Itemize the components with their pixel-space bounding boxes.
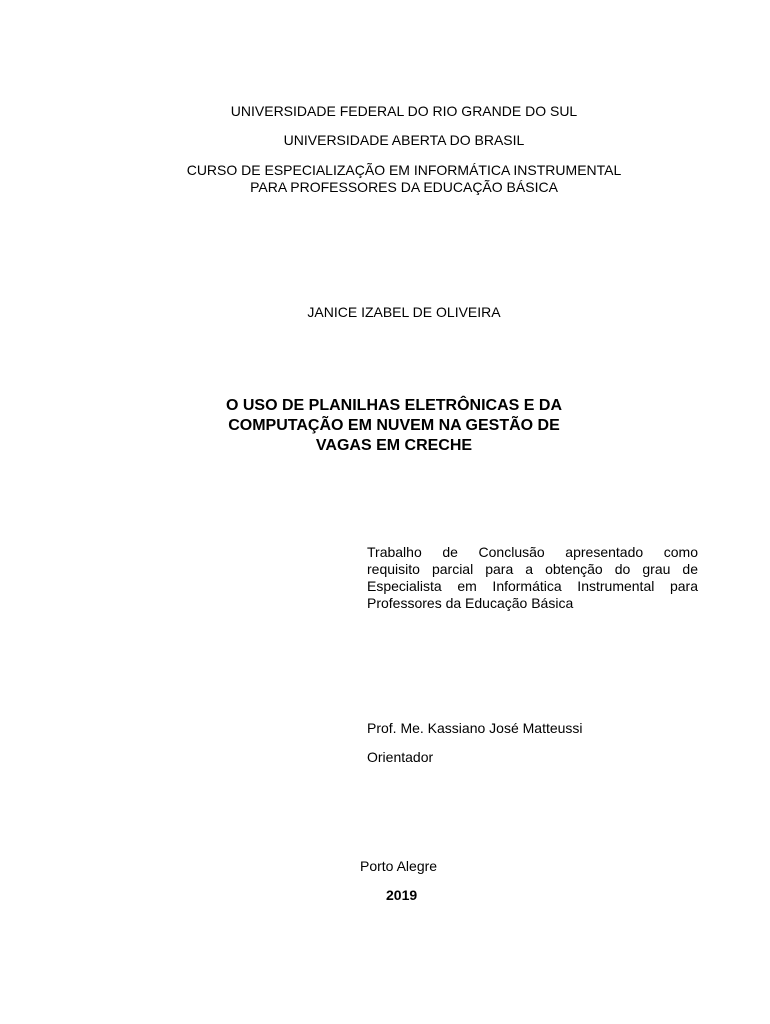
author-name: JANICE IZABEL DE OLIVEIRA <box>307 304 501 320</box>
thesis-title-line-3: VAGAS EM CRECHE <box>315 437 473 454</box>
year: 2019 <box>386 887 418 903</box>
city: Porto Alegre <box>360 858 438 874</box>
course-name-line-1: CURSO DE ESPECIALIZAÇÃO EM INFORMÁTICA INSTRUMENTAL <box>186 162 622 178</box>
university-name: UNIVERSIDADE FEDERAL DO RIO GRANDE DO SUL <box>230 103 578 119</box>
thesis-title-line-2: COMPUTAÇÃO EM NUVEM NA GESTÃO DE <box>228 417 560 434</box>
description-line-3: Especialista em Informática Instrumental para <box>367 578 698 594</box>
thesis-title-line-1: O USO DE PLANILHAS ELETRÔNICAS E DA <box>225 397 563 414</box>
description-line-1: Trabalho de Conclusão apresentado como <box>367 544 698 560</box>
advisor-role: Orientador <box>367 749 434 765</box>
advisor-name: Prof. Me. Kassiano José Matteussi <box>367 720 583 736</box>
description-line-4: Professores da Educação Básica <box>367 595 574 611</box>
course-name-line-2: PARA PROFESSORES DA EDUCAÇÃO BÁSICA <box>250 179 558 195</box>
thesis-description <box>367 544 698 612</box>
description-line-2: requisito parcial para a obtenção do grau de <box>367 561 698 577</box>
open-university-name: UNIVERSIDADE ABERTA DO BRASIL <box>283 132 525 148</box>
